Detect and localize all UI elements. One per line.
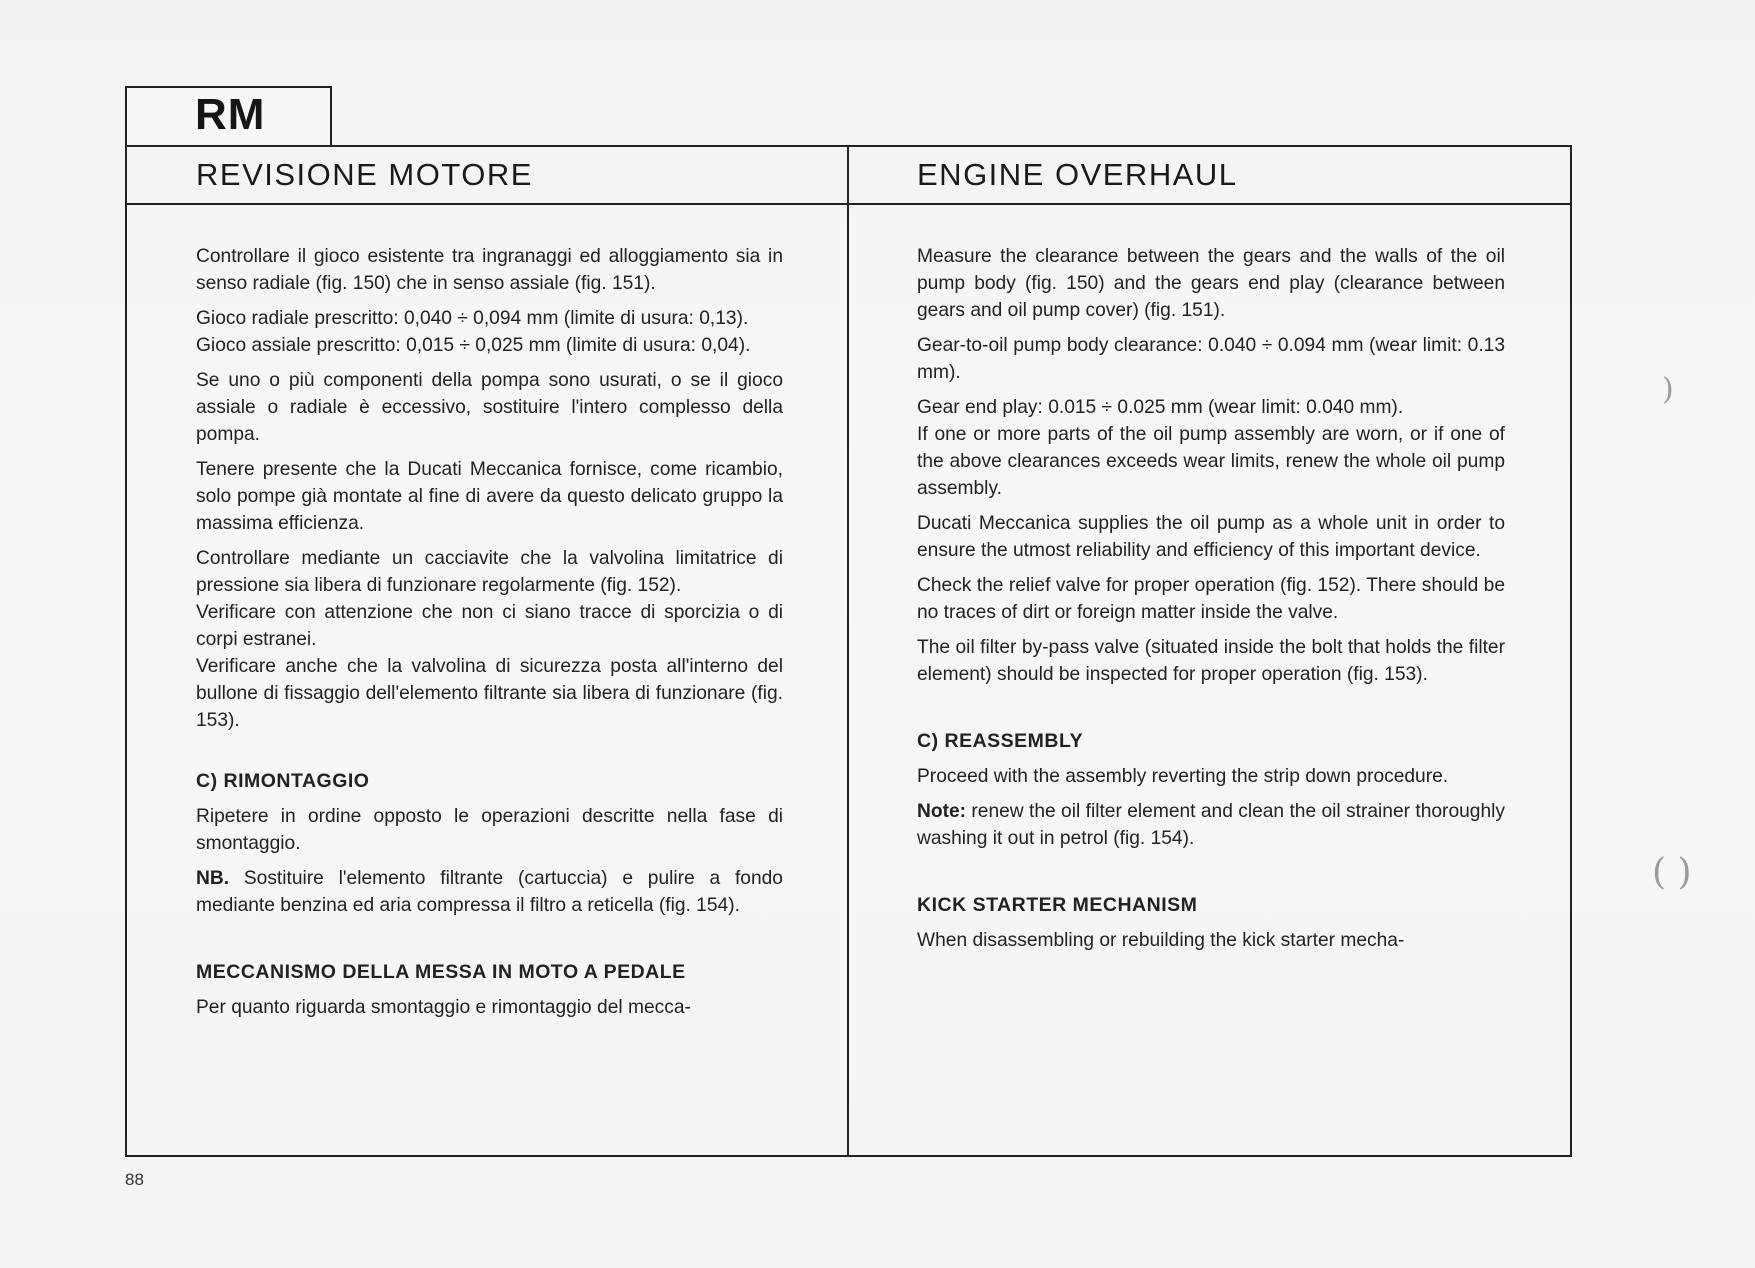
right-column-title: ENGINE OVERHAUL	[917, 157, 1238, 192]
note-text: Sostituire l'elemento filtrante (cartuccia) e pulire a fondo mediante benzina ed aria compressa il filtro a reticella (fig. 154).	[196, 868, 783, 916]
column-divider	[847, 145, 849, 1157]
paragraph: Gioco radiale prescritto: 0,040 ÷ 0,094 mm (limite di usura: 0,13).	[196, 308, 749, 329]
subheading-kick-starter: KICK STARTER MECHANISM	[917, 894, 1198, 916]
paragraph: Proceed with the assembly reverting the strip down procedure.	[917, 766, 1449, 787]
paragraph: Verificare anche che la valvolina di sicurezza posta all'interno del bullone di fissaggio dell'elemento filtrante sia libera di funzionare (fig. 153).	[196, 656, 783, 731]
subheading-rimontaggio: C) RIMONTAGGIO	[196, 770, 370, 792]
left-column-title: REVISIONE MOTORE	[196, 157, 533, 192]
paragraph: Controllare mediante un cacciavite che la valvolina limitatrice di pressione sia libera di funzionare regolarmente (fig. 152).	[196, 548, 783, 596]
paragraph: Ripetere in ordine opposto le operazioni descritte nella fase di smontaggio.	[196, 806, 783, 854]
note-label: NB.	[196, 868, 230, 889]
note-paragraph	[196, 865, 783, 919]
paragraph: Se uno o più componenti della pompa sono usurati, o se il gioco assiale o radiale è eccessivo, sostituire l'intero complesso della pompa.	[196, 370, 783, 445]
page-number: 88	[125, 1170, 144, 1189]
paragraph: Per quanto riguarda smontaggio e rimontaggio del mecca-	[196, 997, 691, 1018]
note-text: renew the oil filter element and clean the oil strainer thoroughly washing it out in petrol (fig. 154).	[917, 801, 1505, 849]
paragraph: Gear-to-oil pump body clearance: 0.040 ÷ 0.094 mm (wear limit: 0.13 mm).	[917, 335, 1505, 383]
paragraph: Gear end play: 0.015 ÷ 0.025 mm (wear limit: 0.040 mm).	[917, 397, 1404, 418]
paragraph: If one or more parts of the oil pump assembly are worn, or if one of the above clearances exceeds wear limits, renew the whole oil pump assembly.	[917, 424, 1505, 499]
section-tab	[125, 86, 332, 146]
paragraph: Check the relief valve for proper operation (fig. 152). There should be no traces of dirt or foreign matter inside the valve.	[917, 575, 1505, 623]
subheading-kick-starter: MECCANISMO DELLA MESSA IN MOTO A PEDALE	[196, 961, 686, 983]
english-column	[917, 243, 1505, 962]
note-paragraph	[917, 798, 1505, 852]
subheading-reassembly: C) REASSEMBLY	[917, 730, 1084, 752]
section-tab-label: RM	[195, 90, 266, 139]
paragraph: Measure the clearance between the gears and the walls of the oil pump body (fig. 150) and the gears end play (clearance between gears and oil pump cover) (fig. 151).	[917, 246, 1505, 321]
paragraph: Verificare con attenzione che non ci siano tracce di sporcizia o di corpi estranei.	[196, 602, 783, 650]
note-label: Note:	[917, 801, 967, 822]
paragraph: Tenere presente che la Ducati Meccanica fornisce, come ricambio, solo pompe già montate al fine di avere da questo delicato gruppo la massima efficienza.	[196, 459, 783, 534]
binder-hole-mark: )	[1662, 372, 1674, 407]
paragraph: Gioco assiale prescritto: 0,015 ÷ 0,025 mm (limite di usura: 0,04).	[196, 335, 751, 356]
binder-hole-mark: ( )	[1652, 852, 1692, 893]
paragraph: Controllare il gioco esistente tra ingranaggi ed alloggiamento sia in senso radiale (fig. 150) che in senso assiale (fig. 151).	[196, 246, 783, 294]
paragraph: The oil filter by-pass valve (situated inside the bolt that holds the filter element) should be inspected for proper operation (fig. 153).	[917, 637, 1505, 685]
paragraph: Ducati Meccanica supplies the oil pump as a whole unit in order to ensure the utmost reliability and efficiency of this important device.	[917, 513, 1505, 561]
italian-column	[196, 243, 783, 1029]
paragraph: When disassembling or rebuilding the kick starter mecha-	[917, 930, 1405, 951]
